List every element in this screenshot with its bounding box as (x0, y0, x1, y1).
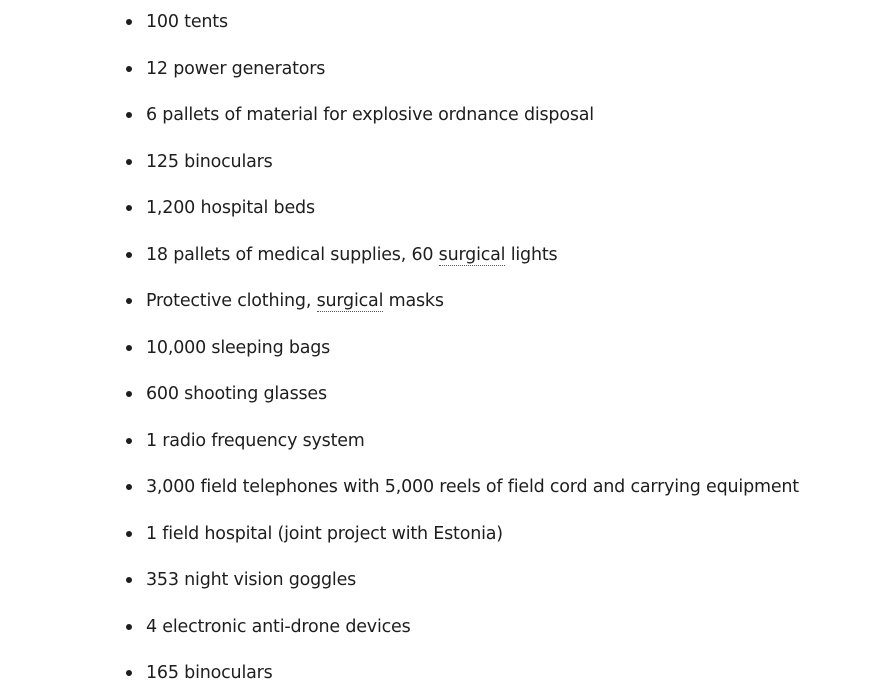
list-item-text (146, 196, 315, 220)
bullet-icon (126, 345, 132, 351)
abbreviation[interactable]: surgical (438, 244, 506, 265)
text-segment: 600 shooting glasses (146, 384, 327, 404)
bullet-icon (126, 670, 132, 676)
list-item-text (146, 429, 365, 453)
text-segment: 1,200 hospital beds (146, 198, 315, 218)
list-item-text (146, 522, 503, 546)
list-item-text (146, 475, 799, 499)
text-segment: 10,000 sleeping bags (146, 337, 331, 358)
list-item-text (146, 382, 327, 406)
list-item-text (146, 243, 557, 267)
text-segment: 1 field hospital (joint project with Estonia) (146, 523, 503, 544)
list-item-text (146, 336, 330, 360)
bullet-icon (126, 624, 132, 630)
bullet-icon (126, 19, 132, 25)
text-segment: Protective clothing, (146, 291, 317, 311)
text-segment: 12 power generators (146, 58, 326, 79)
bullet-icon (126, 159, 132, 165)
list-item-text (146, 103, 594, 127)
text-segment: 6 pallets of material for explosive ordnance disposal (146, 105, 594, 125)
list-item-text (146, 289, 444, 313)
text-segment: masks (383, 291, 444, 311)
bullet-icon (126, 205, 132, 211)
list-item-text (146, 661, 273, 685)
list-item-text (146, 10, 228, 34)
bullet-icon (126, 531, 132, 537)
bullet-icon (126, 577, 132, 583)
text-segment: 165 binoculars (146, 663, 273, 683)
bullet-icon (126, 112, 132, 118)
abbreviation[interactable]: surgical (316, 291, 384, 311)
text-segment: 353 night vision goggles (146, 570, 357, 590)
list-item-text (146, 150, 273, 174)
bullet-icon (126, 66, 132, 72)
bullet-icon (126, 438, 132, 444)
bullet-icon (126, 298, 132, 304)
text-segment: lights (505, 244, 558, 265)
bullet-icon (126, 391, 132, 397)
bullet-icon (126, 252, 132, 258)
list-item-text (146, 615, 411, 639)
text-segment: 100 tents (146, 12, 228, 32)
text-segment: 125 binoculars (146, 151, 273, 172)
text-segment: 3,000 field telephones with 5,000 reels of field cord and carrying equipment (146, 477, 799, 497)
text-segment: 1 radio frequency system (146, 430, 365, 451)
text-segment: 4 electronic anti-drone devices (146, 616, 411, 637)
list-item-text (146, 568, 356, 592)
list-item-text (146, 57, 325, 81)
bullet-icon (126, 484, 132, 490)
text-segment: 18 pallets of medical supplies, 60 (146, 244, 439, 265)
